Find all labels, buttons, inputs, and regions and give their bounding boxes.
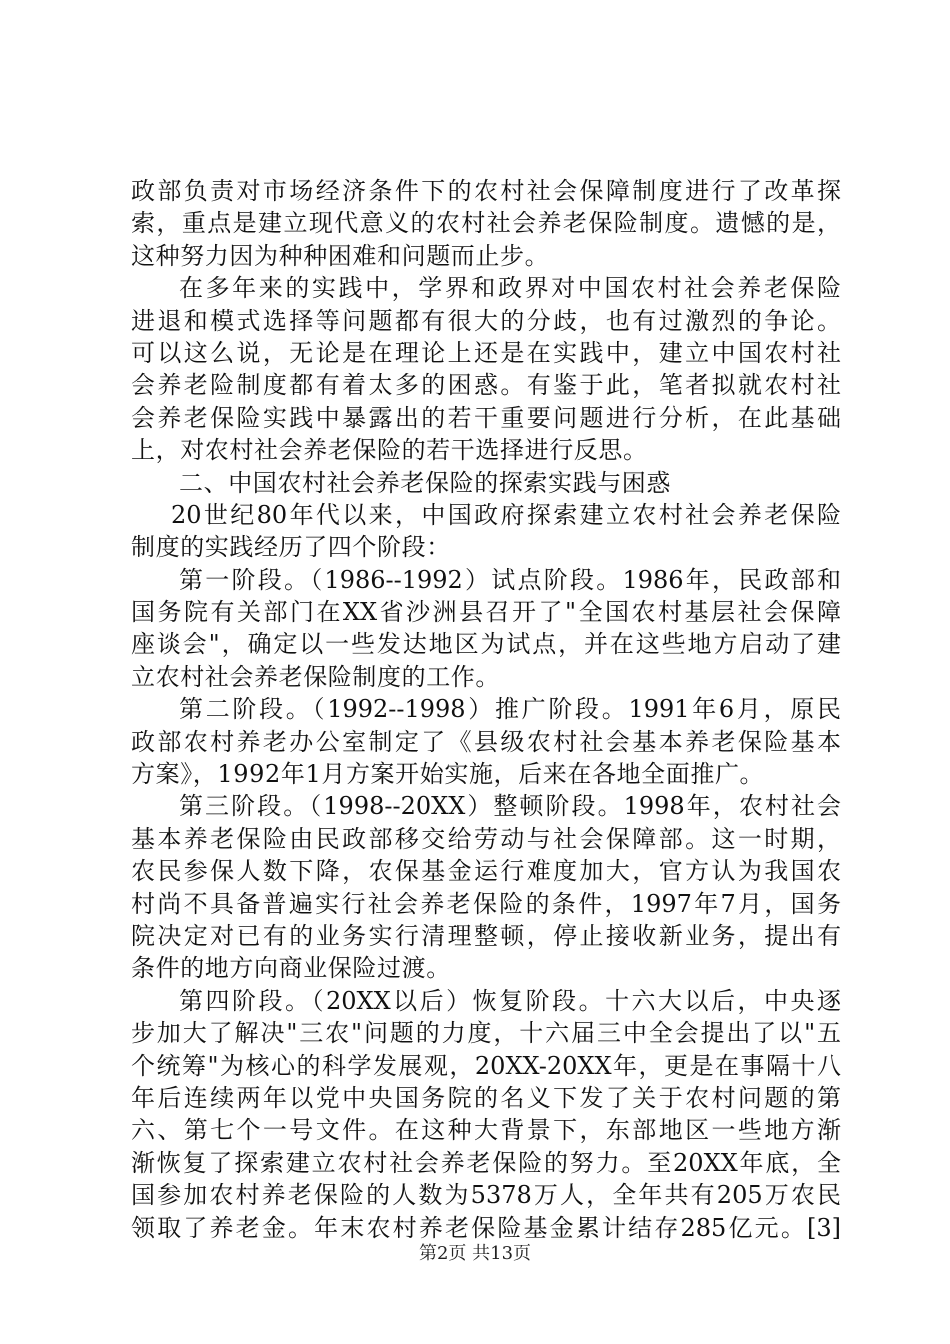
text-line: 国参加农村养老保险的人数为5378万人，全年共有205万农民: [131, 1181, 841, 1210]
text-line: 第三阶段。（1998--20XX）整顿阶段。1998年，农村社会: [179, 792, 841, 821]
text-line: 第一阶段。（1986--1992）试点阶段。1986年，民政部和: [179, 565, 841, 594]
text-line: 村尚不具备普遍实行社会养老保险的条件，1997年7月，国务: [131, 889, 841, 918]
text-line: 第四阶段。（20XX以后）恢复阶段。十六大以后，中央逐: [179, 986, 841, 1015]
text-line: 会养老保险实践中暴露出的若干重要问题进行分析，在此基础: [131, 403, 841, 432]
text-line: 基本养老保险由民政部移交给劳动与社会保障部。这一时期，: [131, 824, 841, 853]
page-footer: [0, 1239, 950, 1265]
text-line: 步加大了解决"三农"问题的力度，十六届三中全会提出了以"五: [131, 1019, 841, 1048]
text-line: 政部农村养老办公室制定了《县级农村社会基本养老保险基本: [131, 727, 841, 756]
text-line: 制度的实践经历了四个阶段：: [131, 533, 451, 562]
text-line: 20世纪80年代以来，中国政府探索建立农村社会养老保险: [171, 500, 841, 529]
text-line: 会养老险制度都有着太多的困惑。有鉴于此，笔者拟就农村社: [131, 371, 841, 400]
text-line: 在多年来的实践中，学界和政界对中国农村社会养老保险: [179, 274, 841, 303]
text-line: 立农村社会养老保险制度的工作。: [131, 662, 500, 691]
text-line: 院决定对已有的业务实行清理整顿，停止接收新业务，提出有: [131, 921, 841, 950]
text-line: 进退和模式选择等问题都有很大的分歧，也有过激烈的争论。: [131, 306, 841, 335]
text-line: 这种努力因为种种困难和问题而止步。: [131, 241, 550, 270]
text-line: 政部负责对市场经济条件下的农村社会保障制度进行了改革探: [131, 177, 841, 205]
text-line: 方案》，1992年1月方案开始实施，后来在各地全面推广。: [131, 760, 765, 789]
text-line: 领取了养老金。年末农村养老保险基金累计结存285亿元。[3]: [131, 1213, 841, 1242]
text-line: 年后连续两年以党中央国务院的名义下发了关于农村问题的第: [131, 1083, 841, 1112]
text-line: 可以这么说，无论是在理论上还是在实践中，建立中国农村社: [131, 338, 841, 367]
text-line: 条件的地方向商业保险过渡。: [131, 954, 451, 983]
text-line: 个统筹"为核心的科学发展观，20XX-20XX年，更是在事隔十八: [131, 1051, 841, 1080]
text-line: 座谈会"，确定以一些发达地区为试点，并在这些地方启动了建: [131, 630, 841, 659]
text-line: 上，对农村社会养老保险的若干选择进行反思。: [131, 436, 648, 465]
page-number: 第2页 共13页: [418, 1243, 532, 1264]
text-line: 渐恢复了探索建立农村社会养老保险的努力。至20XX年底，全: [131, 1148, 841, 1177]
document-body: [131, 175, 841, 1244]
text-line: 国务院有关部门在XX省沙洲县召开了"全国农村基层社会保障: [131, 598, 841, 627]
text-line: 二、中国农村社会养老保险的探索实践与困惑: [179, 468, 671, 497]
text-line: 六、第七个一号文件。在这种大背景下，东部地区一些地方渐: [131, 1116, 841, 1145]
text-line: 第二阶段。（1992--1998）推广阶段。1991年6月，原民: [179, 695, 841, 724]
text-line: 索，重点是建立现代意义的农村社会养老保险制度。遗憾的是，: [131, 209, 841, 238]
text-line: 农民参保人数下降，农保基金运行难度加大，官方认为我国农: [131, 857, 841, 886]
